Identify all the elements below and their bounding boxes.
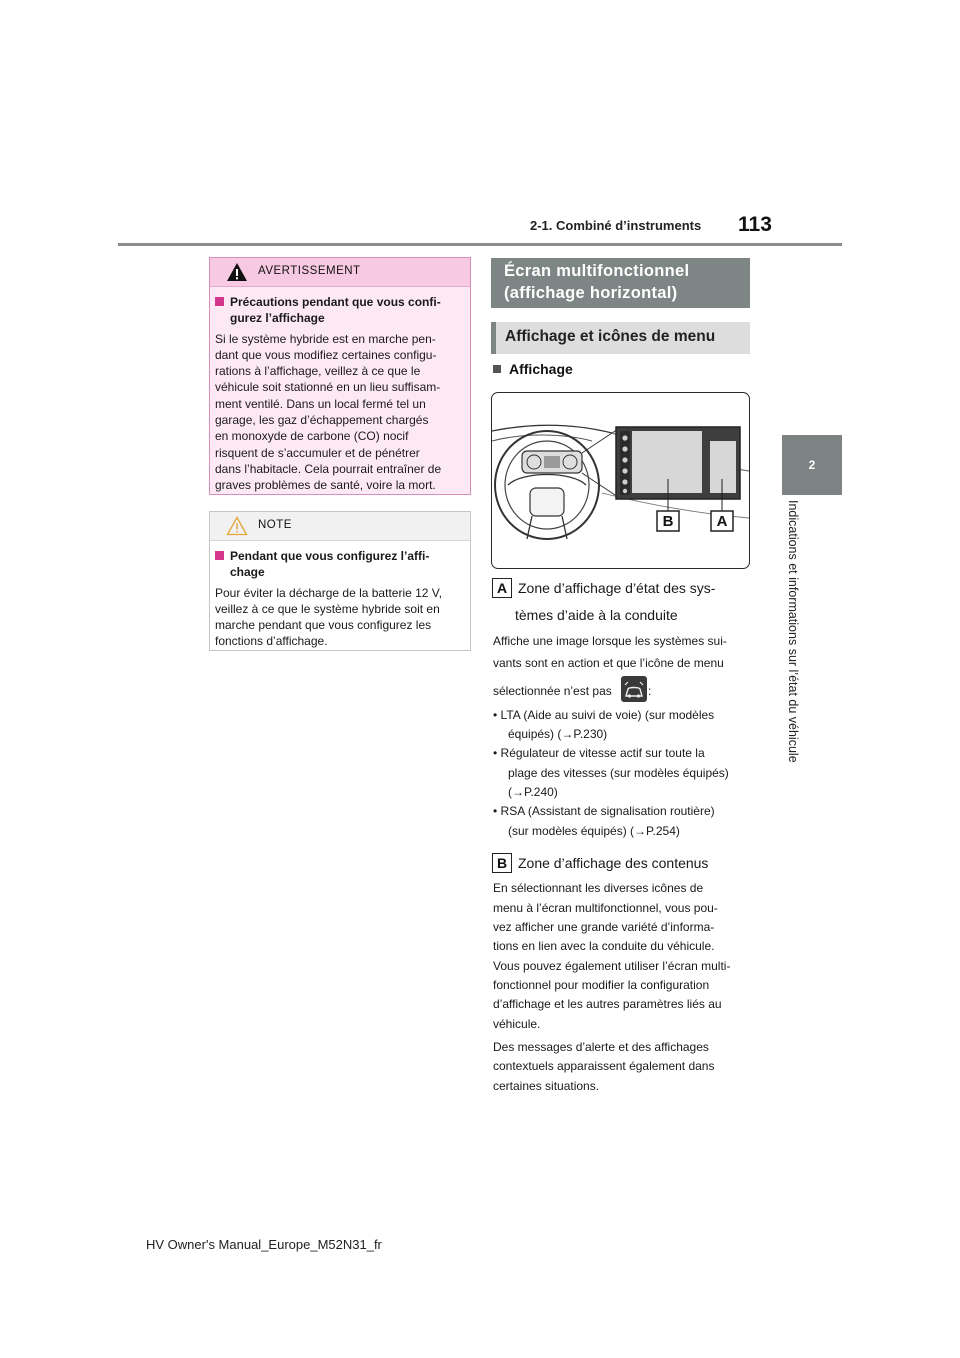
zone-b-para-line: fonctionnel pour modifier la configuration (493, 978, 710, 992)
note-title-line2: chage (230, 565, 265, 580)
zone-a-bullet-line: • LTA (Aide au suivi de voie) (sur modèles (493, 708, 715, 722)
zone-b-para-line: Vous pouvez également utiliser l’écran multi- (493, 959, 731, 973)
main-heading (491, 258, 750, 308)
zone-a-para-line: vants sont en action et que l’icône de menu (493, 656, 724, 670)
warning-title-line1: Précautions pendant que vous confi- (230, 295, 441, 309)
zone-b-para-line: d’affichage et les autres paramètres liés au (493, 997, 722, 1011)
zone-b-para2-line: contextuels apparaissent également dans (493, 1059, 715, 1073)
note-line: fonctions d’affichage. (215, 634, 328, 649)
zone-a-para-line: Affiche une image lorsque les systèmes sui- (493, 634, 727, 648)
sub-heading (491, 322, 750, 354)
dashboard-illustration (492, 393, 749, 568)
warning-body (210, 287, 470, 494)
zone-b-letter: B (492, 853, 512, 873)
page-number: 113 (738, 213, 772, 236)
note-header (210, 512, 470, 541)
warning-box (209, 257, 471, 495)
warning-bullet-square (215, 297, 224, 306)
zone-a-bullet-line: équipés) (→P.230) (508, 727, 608, 741)
warning-header (210, 258, 470, 287)
zone-b-title (492, 853, 708, 873)
main-heading-line1: Écran multifonctionnel (504, 262, 690, 280)
note-line: marche pendant que vous configurez les (215, 618, 432, 633)
warning-line: ment ventilé. Dans un local fermé tel un (215, 396, 426, 411)
warning-line: rations à l’affichage, veillez à ce que le (215, 364, 421, 379)
warning-line: dans l’habitacle. Cela pourrait entraîner de (215, 461, 442, 476)
warning-line: garage, les gaz d’échappement chargés (215, 413, 429, 428)
chapter-side-title (786, 500, 806, 800)
callout-b-label: B (662, 513, 674, 530)
header-rule (118, 243, 842, 246)
warning-line: Si le système hybride est en marche pen- (215, 331, 436, 346)
main-heading-line2: (affichage horizontal) (504, 284, 678, 302)
item-title-text: Affichage (509, 361, 573, 377)
chapter-side-title-text: Indications et informations sur l’état du véhicule (786, 500, 800, 763)
note-title-line1: Pendant que vous configurez l’affi- (230, 549, 430, 563)
warning-label: AVERTISSEMENT (258, 265, 361, 277)
warning-line: véhicule soit stationné en un lieu suffisam- (215, 380, 441, 395)
chapter-tab (782, 435, 842, 495)
zone-a-bullet-line: plage des vitesses (sur modèles équipés) (508, 766, 729, 780)
zone-b-title-text: Zone d’affichage des contenus (518, 855, 709, 871)
item-title (493, 361, 573, 377)
zone-a-title (492, 578, 715, 598)
zone-a-para-line: sélectionnée n’est pas (493, 684, 612, 698)
note-bullet-square (215, 551, 224, 560)
warning-line: en monoxyde de carbone (CO) nocif (215, 429, 409, 444)
warning-title (215, 294, 464, 327)
dashboard-figure (491, 392, 750, 569)
note-line: Pour éviter la décharge de la batterie 12 V, (215, 585, 443, 600)
warning-line: dant que vous modifiez certaines configu- (215, 347, 437, 362)
zone-b-para-line: menu à l’écran multifonctionnel, vous pou- (493, 901, 718, 915)
sub-heading-text: Affichage et icônes de menu (505, 328, 716, 345)
note-title (215, 548, 464, 581)
item-bullet-square (493, 365, 501, 373)
zone-b-para-line: véhicule. (493, 1017, 541, 1031)
zone-b-para2-line: Des messages d’alerte et des affichages (493, 1040, 709, 1054)
zone-b-para-line: tions en lien avec la conduite du véhicule. (493, 939, 715, 953)
driving-assist-menu-icon (621, 676, 647, 702)
running-header-section: 2-1. Combiné d’instruments (530, 218, 702, 233)
warning-title-line2: gurez l’affichage (230, 311, 325, 326)
zone-a-bullet-line: (sur modèles équipés) (→P.254) (508, 824, 680, 838)
note-label: NOTE (258, 519, 292, 531)
zone-a-letter: A (492, 578, 512, 598)
callout-a-label: A (716, 513, 728, 530)
footer-manual-id: HV Owner's Manual_Europe_M52N31_fr (146, 1237, 382, 1252)
warning-line: graves problèmes de santé, voire la mort. (215, 478, 436, 493)
zone-a-bullet-line: (→P.240) (508, 785, 558, 799)
car-assist-icon (621, 676, 647, 702)
zone-a-title-line1: Zone d’affichage d’état des sys- (518, 580, 716, 596)
note-box (209, 511, 471, 651)
zone-b-para-line: En sélectionnant les diverses icônes de (493, 881, 704, 895)
chapter-number: 2 (808, 458, 816, 472)
caution-triangle-icon (226, 516, 248, 536)
zone-a-para-tail: : (648, 684, 652, 698)
warning-triangle-icon (226, 262, 248, 282)
zone-a-bullet-line: • RSA (Assistant de signalisation routière) (493, 804, 715, 818)
zone-a-bullet-line: • Régulateur de vitesse actif sur toute la (493, 746, 705, 760)
warning-line: risquent de s’accumuler et de pénétrer (215, 445, 420, 460)
note-line: veillez à ce que le système hybride soit en (215, 601, 440, 616)
zone-b-para2-line: certaines situations. (493, 1079, 600, 1093)
note-body (210, 541, 470, 650)
zone-a-title-line2: tèmes d’aide à la conduite (515, 607, 678, 623)
zone-b-para-line: vez afficher une grande variété d’informa- (493, 920, 715, 934)
